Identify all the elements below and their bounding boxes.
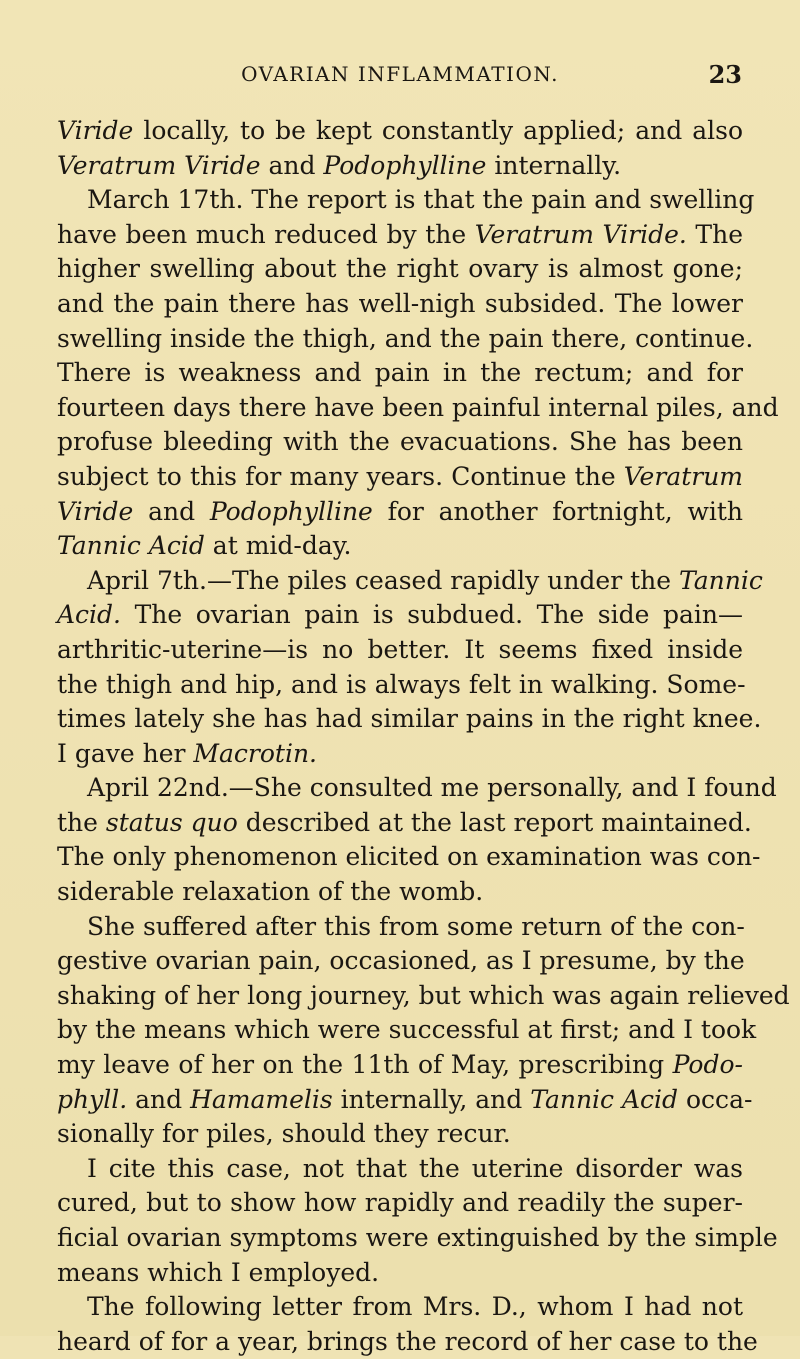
text-run: and (127, 1084, 191, 1114)
text-run: have been much reduced by the (57, 219, 475, 249)
text-run: and (133, 496, 210, 526)
text-line (57, 875, 743, 910)
text-run: and (260, 150, 324, 180)
text-line (57, 495, 743, 530)
text-line (57, 737, 743, 772)
text-line (57, 910, 743, 945)
italic-run: Veratrum Viride. (474, 219, 687, 249)
text-line (57, 114, 743, 149)
text-line (57, 287, 743, 322)
running-head (0, 62, 800, 92)
text-line (57, 944, 743, 979)
text-run: I cite this case, not that the uterine disorder was (87, 1153, 743, 1183)
text-run: ficial ovarian symptoms were extinguished by the simple (57, 1223, 778, 1252)
text-line (57, 598, 743, 633)
text-run: She suffered after this from some return of the con- (87, 911, 745, 941)
text-run: times lately she has had similar pains in the right knee. (57, 704, 762, 734)
text-run: swelling inside the thigh, and the pain there, continue. (57, 323, 754, 353)
text-run: The ovarian pain is subdued. The side pain— (121, 600, 743, 630)
text-line (57, 633, 743, 668)
text-line (57, 356, 743, 391)
text-run: heard of for a year, brings the record of her case to the (57, 1326, 758, 1356)
text-run: March 17th. The report is that the pain and swelling (87, 185, 755, 215)
text-run: described at the last report maintained. (237, 807, 752, 837)
text-run: profuse bleeding with the evacuations. She has been (57, 427, 743, 457)
italic-run: status quo (105, 807, 238, 837)
text-run: internally, and (332, 1084, 531, 1114)
italic-run: phyll. (57, 1084, 128, 1114)
italic-run: Podo- (672, 1050, 743, 1080)
italic-run: Acid. (57, 600, 122, 630)
text-line (57, 1117, 743, 1152)
italic-run: Veratrum (623, 461, 743, 491)
text-run: by the means which were successful at first; and I took (57, 1015, 757, 1045)
italic-run: Tannic Acid (530, 1084, 679, 1114)
text-run: The following letter from Mrs. D., whom I had not (87, 1292, 743, 1322)
text-line (57, 1048, 743, 1083)
text-line (57, 979, 790, 1014)
italic-run: Macrotin. (193, 738, 317, 768)
text-run: the thigh and hip, and is always felt in walking. Some- (57, 669, 746, 699)
page-number: 23 (708, 60, 742, 89)
text-line (57, 252, 743, 287)
text-run: occa- (678, 1084, 753, 1114)
italic-run: Veratrum Viride (57, 150, 261, 180)
italic-run: Tannic (679, 565, 763, 595)
text-run: means which I employed. (57, 1257, 380, 1287)
text-run: fourteen days there have been painful internal piles, and (57, 392, 779, 422)
text-run: siderable relaxation of the womb. (57, 877, 484, 907)
text-run: locally, to be kept constantly applied; and also (133, 116, 743, 145)
italic-run: Podophylline (209, 496, 373, 526)
text-line (57, 218, 743, 253)
text-line (57, 840, 761, 875)
text-run: arthritic-uterine—is no better. It seems fixed inside (57, 634, 743, 664)
text-line (57, 183, 755, 218)
text-run: my leave of her on the 11th of May, prescribing (57, 1050, 673, 1080)
text-line (57, 322, 754, 357)
text-line (57, 425, 743, 460)
italic-run: Podophylline (323, 150, 487, 180)
text-line (57, 1290, 743, 1325)
italic-run: Hamamelis (190, 1084, 333, 1114)
text-line (57, 1083, 753, 1118)
text-run: sionally for piles, should they recur. (57, 1119, 511, 1149)
text-run: internally. (486, 150, 622, 180)
text-line (57, 771, 777, 806)
text-run: There is weakness and pain in the rectum; and for (57, 358, 743, 388)
text-line (57, 1325, 758, 1359)
text-line (57, 806, 752, 841)
text-run: for another fortnight, with (372, 496, 744, 526)
text-run: cured, but to show how rapidly and readily the super- (57, 1188, 743, 1218)
text-run: April 7th.—The piles ceased rapidly under the (87, 565, 680, 595)
text-line (57, 391, 779, 426)
text-line (57, 1256, 743, 1291)
text-run: I gave her (57, 738, 194, 768)
text-run: and the pain there has well-nigh subsided. The lower (57, 288, 743, 318)
text-run: April 22nd.—She consulted me personally, and I found (87, 773, 777, 803)
text-run: higher swelling about the right ovary is almost gone; (57, 254, 743, 284)
text-line (57, 564, 763, 599)
text-run: at mid-day. (204, 531, 352, 561)
text-run: The only phenomenon elicited on examination was con- (57, 842, 761, 872)
italic-run: Tannic Acid (57, 531, 205, 561)
text-line (57, 1152, 743, 1187)
text-run: shaking of her long journey, but which was again relieved (57, 980, 790, 1010)
text-line (57, 529, 743, 564)
text-line (57, 668, 746, 703)
text-line (57, 1013, 757, 1048)
text-line (57, 460, 743, 495)
text-line (57, 149, 743, 184)
body-text (57, 114, 790, 1359)
italic-run: Viride (57, 496, 134, 526)
text-line (57, 1221, 778, 1256)
text-run: the (57, 807, 106, 837)
text-run: gestive ovarian pain, occasioned, as I presume, by the (57, 946, 745, 976)
text-run: The (686, 219, 743, 249)
text-run: subject to this for many years. Continue the (57, 461, 624, 491)
italic-run: Viride (57, 116, 134, 145)
text-line (57, 1186, 743, 1221)
running-title: OVARIAN INFLAMMATION. (241, 62, 559, 86)
text-line (57, 702, 762, 737)
